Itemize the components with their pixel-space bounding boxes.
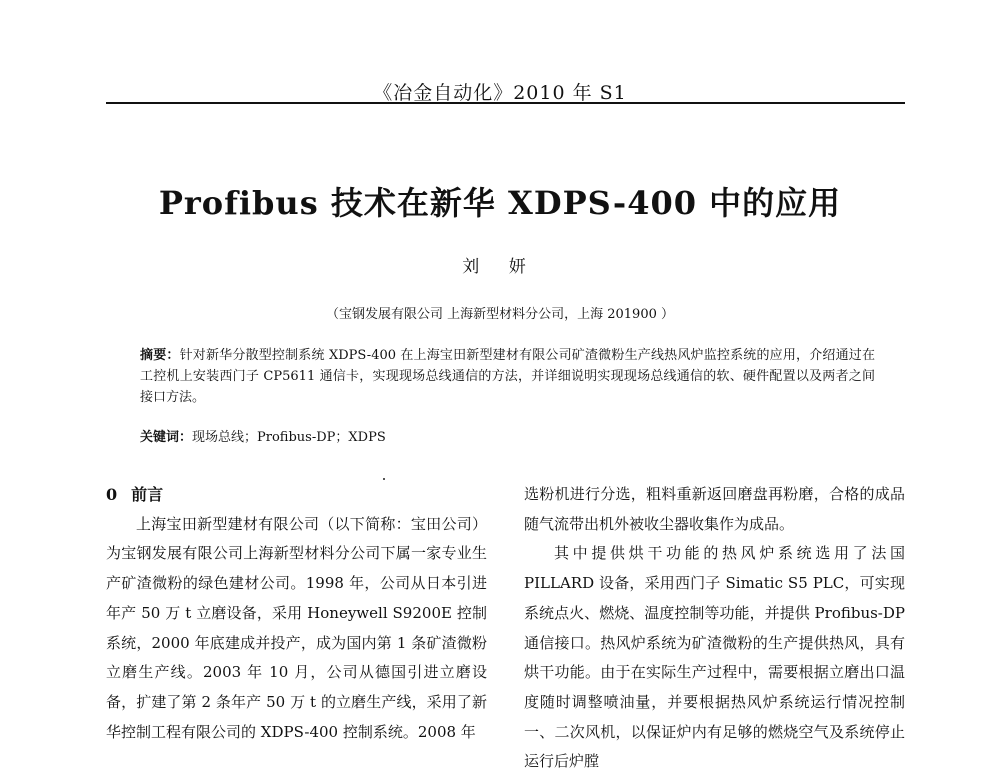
abstract	[140, 345, 875, 408]
article-author: 刘 妍	[462, 257, 538, 277]
body-column-left	[106, 480, 487, 747]
body-column-right	[524, 480, 905, 777]
running-head: 《冶金自动化》2010 年 S1	[373, 82, 627, 104]
body-paragraph: 上海宝田新型建材有限公司（以下简称：宝田公司）为宝钢发展有限公司上海新型材料分公司下属一家专业生产矿渣微粉的绿色建材公司。1998 年，公司从日本引进年产 50 万 t 立磨设备，采用 Honeywell S9200E 控制系统，2000 年底建成并投产，成为国内第 1 条矿渣微粉立磨生产线。2003 年 10 月，公司从德国引进立磨设备，扩建了第 2 条年产 50 万 t 的立磨生产线，采用了新华控制工程有限公司的 XDPS-400 控制系统。2008 年	[106, 514, 487, 741]
article-title: Profibus 技术在新华 XDPS-400 中的应用	[158, 184, 842, 222]
body-paragraph: 选粉机进行分选，粗料重新返回磨盘再粉磨，合格的成品随气流带出机外被收尘器收集作为成品。	[524, 485, 905, 533]
keywords-label: 关键词：	[140, 430, 193, 445]
abstract-text: 针对新华分散型控制系统 XDPS-400 在上海宝田新型建材有限公司矿渣微粉生产线热风炉监控系统的应用，介绍通过在工控机上安装西门子 CP5611 通信卡，实现现场总线通信的方法，并详细说明实现现场总线通信的软、硬件配置以及两者之间接口方法。	[140, 348, 875, 405]
section-number: 0	[106, 485, 118, 504]
keywords-text: 现场总线；Profibus-DP；XDPS	[192, 430, 386, 445]
body-paragraph: 其中提供烘干功能的热风炉系统选用了法国 PILLARD 设备，采用西门子 Simatic S5 PLC，可实现系统点火、燃烧、温度控制等功能，并提供 Profibus-DP 通信接口。热风炉系统为矿渣微粉的生产提供热风，具有烘干功能。由于在实际生产过程中，需要根据立磨出口温度随时调整喷油量，并要根据热风炉系统运行情况控制一、二次风机，以保证炉内有足够的燃烧空气及系统停止运行后炉膛	[524, 544, 905, 771]
header-rule	[106, 102, 905, 104]
keywords	[140, 427, 875, 448]
section-title: 前言	[131, 485, 164, 504]
section-heading	[106, 480, 487, 510]
abstract-label: 摘要：	[140, 348, 180, 363]
author-affiliation: （宝钢发展有限公司 上海新型材料分公司，上海 201900 ）	[325, 307, 675, 322]
